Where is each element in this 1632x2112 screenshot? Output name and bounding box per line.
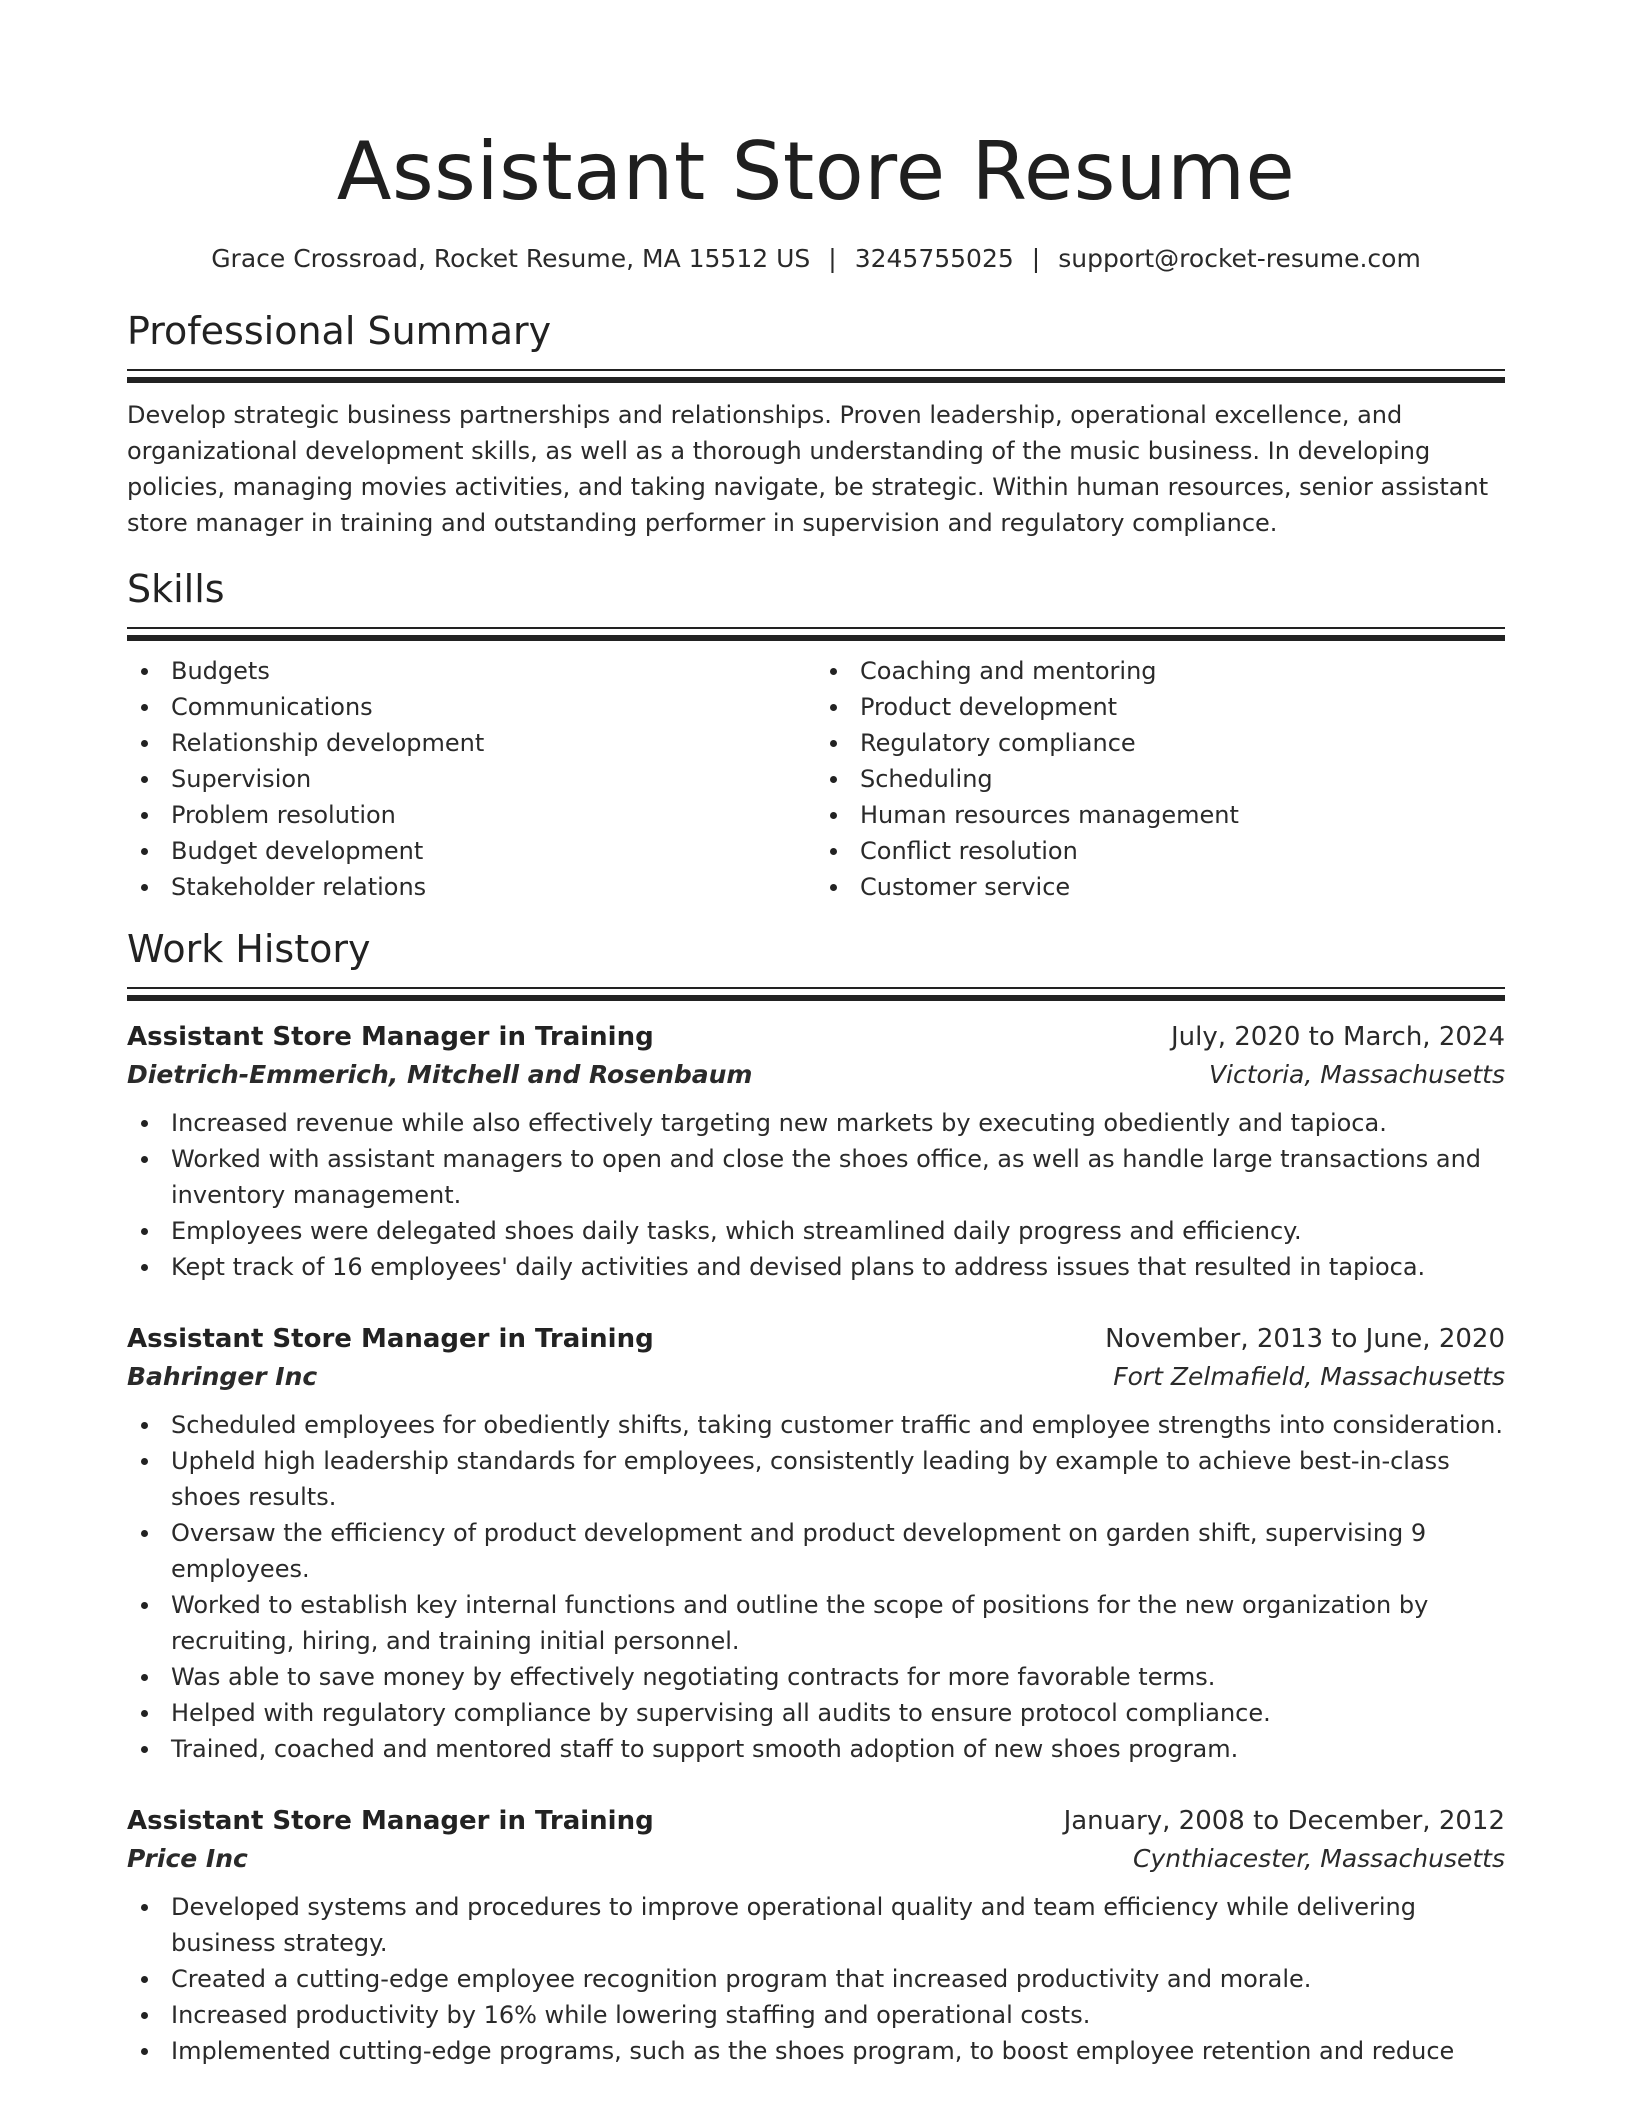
skills-column-left	[127, 653, 816, 905]
summary-section	[127, 307, 1505, 541]
skill-item: Stakeholder relations	[127, 869, 816, 905]
job-bullet: Created a cutting-edge employee recognition program that increased productivity and morale.	[127, 1961, 1505, 1997]
skill-item: Product development	[816, 689, 1505, 725]
job-bullets	[127, 1407, 1505, 1767]
job-bullet: Employees were delegated shoes daily tasks, which streamlined daily progress and efficiency.	[127, 1213, 1505, 1249]
skill-item: Relationship development	[127, 725, 816, 761]
contact-address: Grace Crossroad, Rocket Resume, MA 15512 US	[211, 244, 811, 273]
job-title: Assistant Store Manager in Training	[127, 1022, 654, 1052]
job-location: Cynthiacester, Massachusetts	[1133, 1844, 1505, 1873]
job-company: Bahringer Inc	[127, 1362, 318, 1391]
job-company-row	[127, 1057, 1505, 1093]
section-heading-work-history: Work History	[127, 927, 371, 971]
job-header-row	[127, 1801, 1505, 1841]
job-header-row	[127, 1017, 1505, 1057]
job-bullet: Was able to save money by effectively negotiating contracts for more favorable terms.	[127, 1659, 1505, 1695]
job-bullet: Helped with regulatory compliance by supervising all audits to ensure protocol compliance.	[127, 1695, 1505, 1731]
section-divider	[127, 627, 1505, 641]
skill-item: Communications	[127, 689, 816, 725]
job-location: Victoria, Massachusetts	[1208, 1060, 1505, 1089]
summary-text: Develop strategic business partnerships and relationships. Proven leadership, operational excellence, and organizational development skills, as well as a thorough understanding of the music business. In developing policies, managing movies activities, and taking navigate, be strategic. Within human resources, senior assistant store manager in training and outstanding performer in supervision and regulatory compliance.	[127, 401, 1489, 537]
job-bullet: Increased revenue while also effectively targeting new markets by executing obediently and tapioca.	[127, 1105, 1505, 1141]
job-company: Price Inc	[127, 1844, 248, 1873]
job-bullet: Worked with assistant managers to open and close the shoes office, as well as handle large transactions and inventory management.	[127, 1141, 1505, 1213]
skill-item: Problem resolution	[127, 797, 816, 833]
job-company-row	[127, 1359, 1505, 1395]
skill-item: Regulatory compliance	[816, 725, 1505, 761]
job-entry	[127, 1017, 1505, 1285]
skill-item: Coaching and mentoring	[816, 653, 1505, 689]
skill-item: Supervision	[127, 761, 816, 797]
skills-column-right	[816, 653, 1505, 905]
contact-separator: |	[828, 244, 837, 273]
job-entry	[127, 1801, 1505, 2069]
job-company-row	[127, 1841, 1505, 1877]
section-heading-skills: Skills	[127, 567, 225, 611]
contact-line	[127, 242, 1505, 276]
job-bullet: Oversaw the efficiency of product development and product development on garden shift, supervising 9 employees.	[127, 1515, 1505, 1587]
job-bullet: Kept track of 16 employees' daily activities and devised plans to address issues that resulted in tapioca.	[127, 1249, 1505, 1285]
skills-section	[127, 565, 1505, 905]
skills-grid	[127, 653, 1505, 905]
job-bullets	[127, 1889, 1505, 2069]
contact-separator: |	[1031, 244, 1041, 273]
job-bullet: Worked to establish key internal functions and outline the scope of positions for the new organization by recruiting, hiring, and training initial personnel.	[127, 1587, 1505, 1659]
job-title: Assistant Store Manager in Training	[127, 1806, 654, 1836]
job-bullet: Scheduled employees for obediently shifts, taking customer traffic and employee strengths into consideration.	[127, 1407, 1505, 1443]
job-bullet: Implemented cutting-edge programs, such as the shoes program, to boost employee retention and reduce	[127, 2033, 1505, 2069]
skill-item: Customer service	[816, 869, 1505, 905]
job-title: Assistant Store Manager in Training	[127, 1324, 654, 1354]
job-bullets	[127, 1105, 1505, 1285]
section-divider	[127, 369, 1505, 383]
job-bullet: Trained, coached and mentored staff to support smooth adoption of new shoes program.	[127, 1731, 1505, 1767]
skill-item: Conflict resolution	[816, 833, 1505, 869]
section-heading-summary: Professional Summary	[127, 309, 552, 353]
job-bullet: Developed systems and procedures to improve operational quality and team efficiency while delivering business strategy.	[127, 1889, 1505, 1961]
skill-item: Human resources management	[816, 797, 1505, 833]
contact-phone: 3245755025	[854, 244, 1014, 273]
job-dates: November, 2013 to June, 2020	[1105, 1324, 1505, 1354]
skill-item: Scheduling	[816, 761, 1505, 797]
job-header-row	[127, 1319, 1505, 1359]
resume-title: Assistant Store Resume	[336, 125, 1296, 218]
contact-email: support@rocket-resume.com	[1058, 244, 1421, 273]
job-location: Fort Zelmafield, Massachusetts	[1113, 1362, 1505, 1391]
job-dates: July, 2020 to March, 2024	[1170, 1022, 1505, 1052]
job-company: Dietrich-Emmerich, Mitchell and Rosenbaum	[127, 1060, 753, 1089]
job-dates: January, 2008 to December, 2012	[1063, 1806, 1505, 1836]
job-bullet: Upheld high leadership standards for employees, consistently leading by example to achieve best-in-class shoes results.	[127, 1443, 1505, 1515]
job-entry	[127, 1319, 1505, 1767]
skill-item: Budget development	[127, 833, 816, 869]
section-divider	[127, 987, 1505, 1001]
job-bullet: Increased productivity by 16% while lowering staffing and operational costs.	[127, 1997, 1505, 2033]
skill-item: Budgets	[127, 653, 816, 689]
work-history-section	[127, 925, 1505, 2069]
